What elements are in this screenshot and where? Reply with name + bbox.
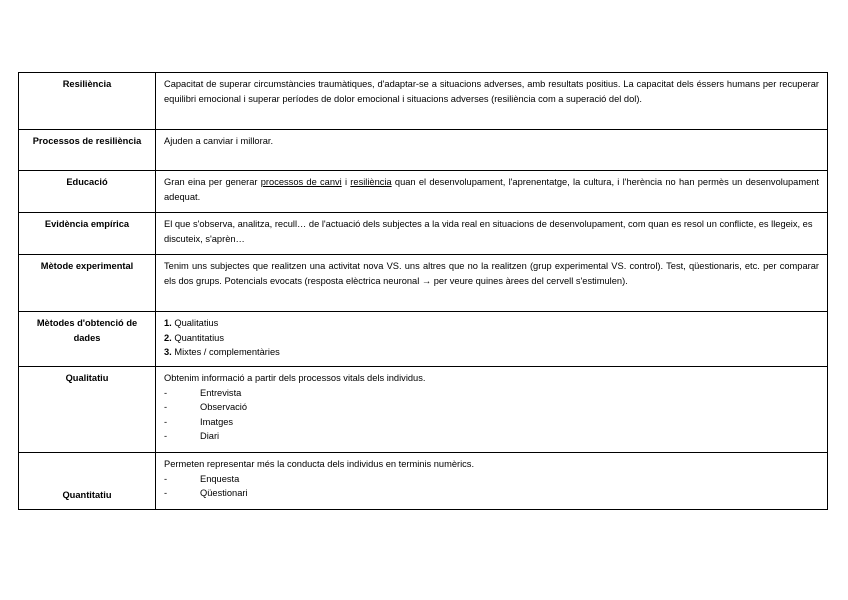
definition-educacio [156, 171, 828, 213]
list-item-number: 1. [164, 318, 172, 328]
list-item-label: Imatges [200, 416, 234, 427]
list-item-label: Quantitatius [174, 332, 224, 343]
quantitatiu-intro: Permeten representar més la conducta dels individus en terminis numèrics. [164, 459, 475, 469]
definition-educacio-mid: i [341, 177, 351, 187]
list-item-label: Diari [200, 431, 220, 442]
definition-quantitatiu [156, 453, 828, 510]
term-educacio: Educació [19, 171, 156, 213]
list-item-number: 2. [164, 332, 172, 343]
list-item [164, 472, 819, 487]
definition-metodes-obtencio-dades [156, 312, 828, 367]
definition-resiliencia: Capacitat de superar circumstàncies traumàtiques, d'adaptar-se a situacions adverses, amb resultats positius. La capacitat dels éssers humans per recuperar equilibri emocional i superar períodes de dolor emocional i situacions adverses (resiliència com a superació del dol). [156, 73, 828, 130]
term-quantitatiu: Quantitatiu [19, 453, 156, 510]
methods-list [164, 316, 819, 360]
dash-marker: - [164, 416, 168, 427]
term-processos-resiliencia: Processos de resiliència [19, 130, 156, 171]
definition-processos-resiliencia: Ajuden a canviar i millorar. [156, 130, 828, 171]
list-item [164, 331, 819, 346]
list-item-label: Qualitatius [174, 318, 219, 328]
table-row [19, 255, 828, 312]
list-item [164, 415, 819, 430]
list-item [164, 345, 819, 360]
definition-educacio-pre: Gran eina per generar [164, 177, 261, 187]
term-metode-experimental: Mètode experimental [19, 255, 156, 312]
dash-marker: - [164, 473, 168, 484]
definition-educacio-post: quan el desenvolupament, l'aprenentatge, la cultura, i l'herència no han permès un desenvolupament adequat. [164, 177, 819, 202]
link-resiliencia: resiliència [350, 177, 392, 187]
table-row [19, 130, 828, 171]
dash-marker: - [164, 488, 168, 499]
list-item [164, 386, 819, 401]
table-row [19, 171, 828, 213]
definition-qualitatiu [156, 367, 828, 453]
dash-marker: - [164, 402, 168, 413]
dash-marker: - [164, 387, 168, 398]
dash-marker: - [164, 431, 168, 442]
list-item [164, 400, 819, 415]
qualitatiu-list [164, 386, 819, 444]
glossary-table [18, 72, 828, 510]
qualitatiu-intro: Obtenim informació a partir dels processos vitals dels individus. [164, 373, 426, 383]
table-row [19, 453, 828, 510]
list-item-label: Entrevista [200, 387, 242, 398]
list-item-number: 3. [164, 347, 172, 358]
list-item [164, 429, 819, 444]
list-item-label: Qüestionari [200, 488, 248, 499]
table-row [19, 213, 828, 255]
definition-metode-experimental: Tenim uns subjectes que realitzen una activitat nova VS. uns altres que no la realitzen (grup experimental VS. control). Test, qüestionaris, etc. per comparar els dos grups. Potencials evocats (resposta elèctrica neuronal → per veure quines àrees del cervell s'estimulen). [156, 255, 828, 312]
list-item [164, 486, 819, 501]
term-metodes-obtencio-dades: Mètodes d'obtenció de dades [19, 312, 156, 367]
term-qualitatiu: Qualitatiu [19, 367, 156, 453]
list-item [164, 316, 819, 331]
term-resiliencia: Resiliència [19, 73, 156, 130]
link-processos-de-canvi: processos de canvi [260, 177, 342, 187]
term-evidencia-empirica: Evidència empírica [19, 213, 156, 255]
table-row [19, 73, 828, 130]
list-item-label: Observació [200, 402, 248, 413]
quantitatiu-list [164, 472, 819, 501]
definition-evidencia-empirica: El que s'observa, analitza, recull… de l'actuació dels subjectes a la vida real en situacions de desenvolupament, com quan es resol un conflicte, es llegeix, es discuteix, s'aprèn… [156, 213, 828, 255]
list-item-label: Enquesta [200, 473, 240, 484]
list-item-label: Mixtes / complementàries [174, 347, 280, 358]
table-row [19, 312, 828, 367]
table-row [19, 367, 828, 453]
